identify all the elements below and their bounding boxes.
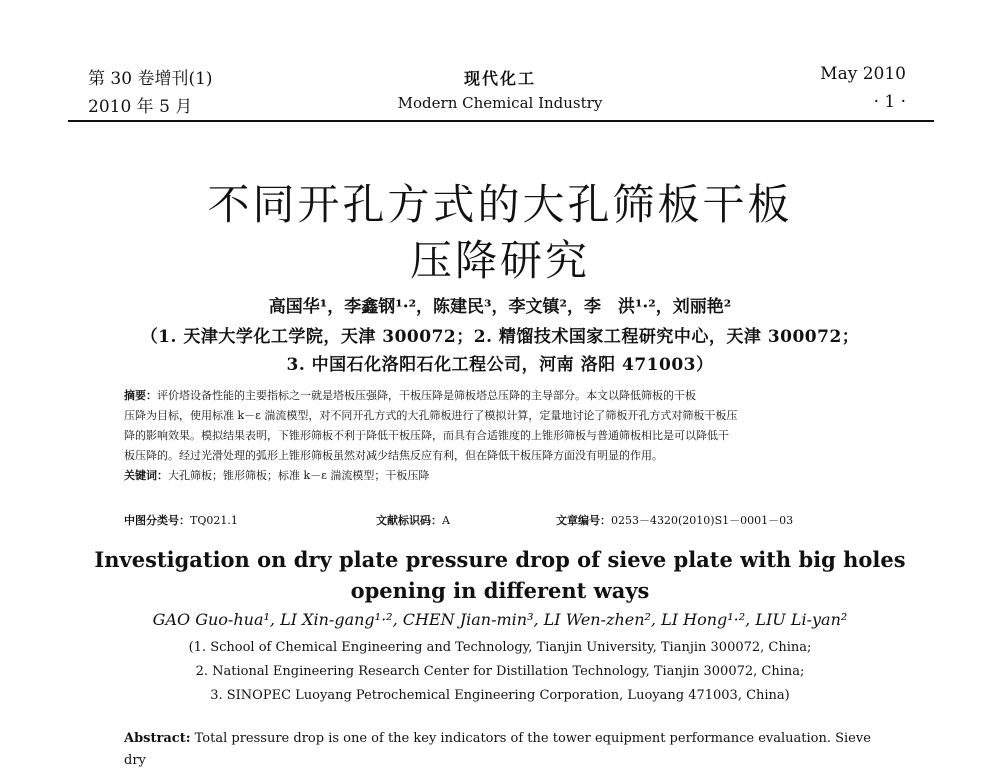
issue-date-cn: 2010 年 5 月 bbox=[88, 97, 193, 117]
issue-date-en: May 2010 bbox=[820, 64, 906, 84]
abstract-cn bbox=[124, 386, 876, 486]
page-number: · 1 · bbox=[873, 92, 906, 112]
title-en-line2: opening in different ways bbox=[350, 578, 650, 603]
affiliation-cn-line1: （1. 天津大学化工学院，天津 300072；2. 精馏技术国家工程研究中心，天津 300072； bbox=[140, 327, 860, 347]
doc-code bbox=[376, 512, 450, 528]
affiliation-en-line1: (1. School of Chemical Engineering and Technology, Tianjin University, Tianjin 300072, China; bbox=[188, 640, 812, 655]
journal-name-cn: 现代化工 bbox=[463, 69, 536, 88]
title-en-line1: Investigation on dry plate pressure drop of sieve plate with big holes bbox=[94, 547, 906, 572]
journal-name-en: Modern Chemical Industry bbox=[397, 94, 603, 112]
article-number bbox=[556, 512, 793, 528]
keywords-cn-label: 关键词： bbox=[124, 469, 168, 482]
doc-code-value: A bbox=[442, 514, 450, 527]
authors-cn: 高国华¹，李鑫钢¹·²，陈建民³，李文镇²，李 洪¹·²，刘丽艳² bbox=[268, 297, 732, 317]
abstract-en-text: Total pressure drop is one of the key indicators of the tower equipment performance evaluation. Sieve dry bbox=[124, 731, 871, 768]
title-cn-line1: 不同开孔方式的大孔筛板干板 bbox=[207, 180, 793, 229]
affiliation-cn-line2: 3. 中国石化洛阳石化工程公司，河南 洛阳 471003） bbox=[286, 355, 714, 375]
abstract-cn-line: 评价塔设备性能的主要指标之一就是塔板压强降，干板压降是筛板塔总压降的主导部分。本文以降低筛板的干板 bbox=[157, 389, 696, 402]
doc-code-label: 文献标识码： bbox=[376, 514, 442, 527]
affiliation-en-line3: 3. SINOPEC Luoyang Petrochemical Engineering Corporation, Luoyang 471003, China) bbox=[210, 688, 790, 703]
keywords-cn: 大孔筛板；锥形筛板；标准 k－ε 湍流模型；干板压降 bbox=[168, 469, 430, 482]
volume-info: 第 30 卷增刊(1) bbox=[88, 69, 213, 89]
title-cn-line2: 压降研究 bbox=[409, 236, 590, 285]
clc-label: 中图分类号： bbox=[124, 514, 190, 527]
clc-number bbox=[124, 512, 238, 528]
article-number-value: 0253－4320(2010)S1－0001－03 bbox=[611, 514, 794, 527]
affiliation-en-line2: 2. National Engineering Research Center for Distillation Technology, Tianjin 300072, China; bbox=[195, 664, 805, 679]
abstract-en-label: Abstract: bbox=[124, 731, 191, 746]
abstract-cn-line: 降的影响效果。模拟结果表明，下锥形筛板不利于降低干板压降，而具有合适锥度的上锥形筛板与普通筛板相比是可以降低干 bbox=[124, 429, 729, 442]
abstract-en bbox=[124, 728, 884, 772]
clc-value: TQ021.1 bbox=[190, 514, 238, 527]
article-number-label: 文章编号： bbox=[556, 514, 611, 527]
authors-en: GAO Guo-hua¹, LI Xin-gang¹·², CHEN Jian-min³, LI Wen-zhen², LI Hong¹·², LIU Li-yan² bbox=[152, 610, 848, 629]
abstract-cn-label: 摘要： bbox=[124, 389, 157, 402]
header-rule bbox=[68, 120, 934, 122]
abstract-cn-line: 压降为目标，使用标准 k－ε 湍流模型，对不同开孔方式的大孔筛板进行了模拟计算，定量地讨论了筛板开孔方式对筛板干板压 bbox=[124, 409, 738, 422]
abstract-cn-line: 板压降的。经过光滑处理的弧形上锥形筛板虽然对减少结焦反应有利，但在降低干板压降方面没有明显的作用。 bbox=[124, 449, 663, 462]
